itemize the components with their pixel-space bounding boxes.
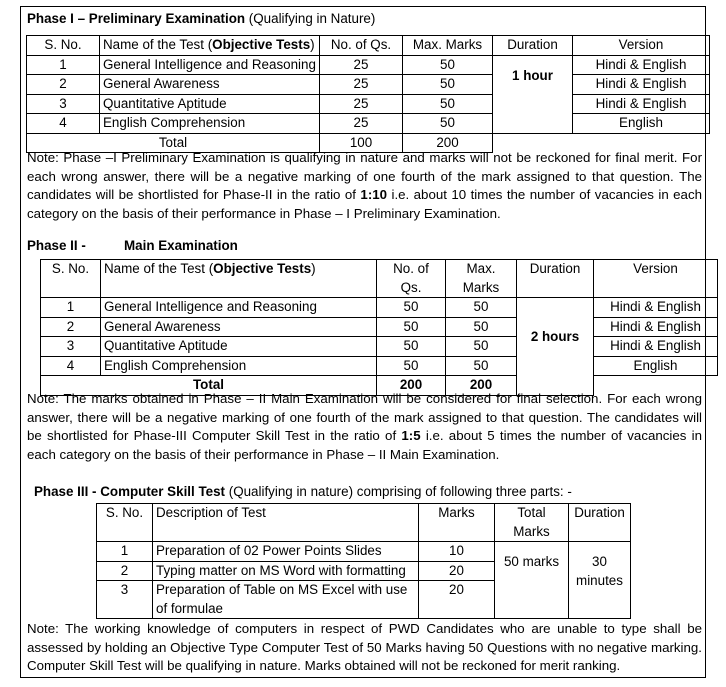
header-no-of-qs: No. of Qs.: [320, 36, 403, 56]
header-max-marks: Max. Marks: [446, 260, 517, 298]
header-test-name: Name of the Test (Objective Tests): [100, 36, 320, 56]
phase3-table: [96, 503, 631, 619]
phase1-total-label: Total: [27, 133, 320, 153]
table-row: 4 English Comprehension 50 50 English: [41, 356, 718, 376]
phase3-duration: 30 minutes: [569, 542, 631, 619]
table-row: 3 Quantitative Aptitude 25 50 Hindi & English: [27, 94, 710, 114]
phase3-subtitle: (Qualifying in nature) comprising of following three parts: -: [228, 484, 572, 499]
phase1-note: Note: Phase –I Preliminary Examination is qualifying in nature and marks will not be reckoned for final merit. For each wrong answer, there will be a negative marking of one fourth of the mark assigned to that question. The candidates will be shortlisted for Phase-II in the ratio of 1:10 i.e. about 10 times the number of vacancies in each category on the basis of their performance in Phase – I Preliminary Examination.: [27, 150, 702, 221]
phase1-heading: [27, 11, 375, 26]
phase1-subtitle: (Qualifying in Nature): [248, 11, 376, 26]
phase2-header-row: [41, 260, 718, 298]
table-row: 3 Preparation of Table on MS Excel with use of formulae 20: [97, 581, 631, 619]
table-row: 2 Typing matter on MS Word with formatting 20: [97, 561, 631, 581]
phase2-heading: [27, 238, 86, 253]
phase2-label: Phase II -: [27, 238, 86, 253]
header-version: Version: [573, 36, 710, 56]
table-row: 1 Preparation of 02 Power Points Slides 10 50 marks 30 minutes: [97, 542, 631, 562]
header-duration: Duration: [493, 36, 573, 56]
header-test-name: Name of the Test (Objective Tests): [101, 260, 377, 298]
phase1-table: [26, 35, 710, 153]
table-row: 4 English Comprehension 25 50 English: [27, 114, 710, 134]
header-sno: S. No.: [27, 36, 100, 56]
table-row: 3 Quantitative Aptitude 50 50 Hindi & English: [41, 337, 718, 357]
table-row: 2 General Awareness 50 50 Hindi & English: [41, 317, 718, 337]
header-sno: S. No.: [41, 260, 101, 298]
table-row: 1 General Intelligence and Reasoning 50 50 2 hours Hindi & English: [41, 298, 718, 318]
phase3-total-marks: 50 marks: [495, 542, 569, 619]
header-version: Version: [594, 260, 718, 298]
phase3-note: Note: The working knowledge of computers in respect of PWD Candidates who are unable to type shall be assessed by holding an Objective Type Computer Test of 50 Marks having 50 Questions with no negative marking. Computer Skill Test will be qualifying in nature. Marks obtained will not be reckoned for merit ranking.: [27, 621, 702, 674]
phase1-duration-value: 1 hour: [493, 55, 573, 133]
table-row: 1 General Intelligence and Reasoning 25 50 1 hour Hindi & English: [27, 55, 710, 75]
phase3-header-row: [97, 504, 631, 542]
phase2-duration-value: 2 hours: [517, 298, 594, 396]
phase2-total-label: Total: [41, 376, 377, 396]
header-description: Description of Test: [153, 504, 419, 542]
phase2-total-row: Total 200 200: [41, 376, 718, 396]
header-duration: Duration: [517, 260, 594, 298]
table-row: 2 General Awareness 25 50 Hindi & English: [27, 75, 710, 95]
phase2-table: [40, 259, 718, 396]
phase1-header-row: [27, 36, 710, 56]
header-sno: S. No.: [97, 504, 153, 542]
phase2-title-wrap: [124, 238, 238, 253]
phase1-title: Phase I – Preliminary Examination: [27, 11, 246, 26]
phase3-title: Phase III - Computer Skill Test: [34, 484, 225, 499]
phase2-title: Main Examination: [124, 238, 238, 253]
header-marks: Marks: [419, 504, 495, 542]
phase3-heading: [34, 484, 572, 499]
header-max-marks: Max. Marks: [403, 36, 493, 56]
phase2-note: Note: The marks obtained in Phase – II Main Examination will be considered for final selection. For each wrong answer, there will be a negative marking of one fourth of the mark assigned to that question. The candidates will be shortlisted for Phase-III Computer Skill Test in the ratio of 1:5 i.e. about 5 times the number of vacancies in each category on the basis of their performance in Phase – II Main Examination.: [27, 391, 702, 462]
header-no-of-qs: No. of Qs.: [377, 260, 446, 298]
header-total-marks: Total Marks: [495, 504, 569, 542]
header-duration: Duration: [569, 504, 631, 542]
phase1-total-row: Total 100 200: [27, 133, 710, 153]
